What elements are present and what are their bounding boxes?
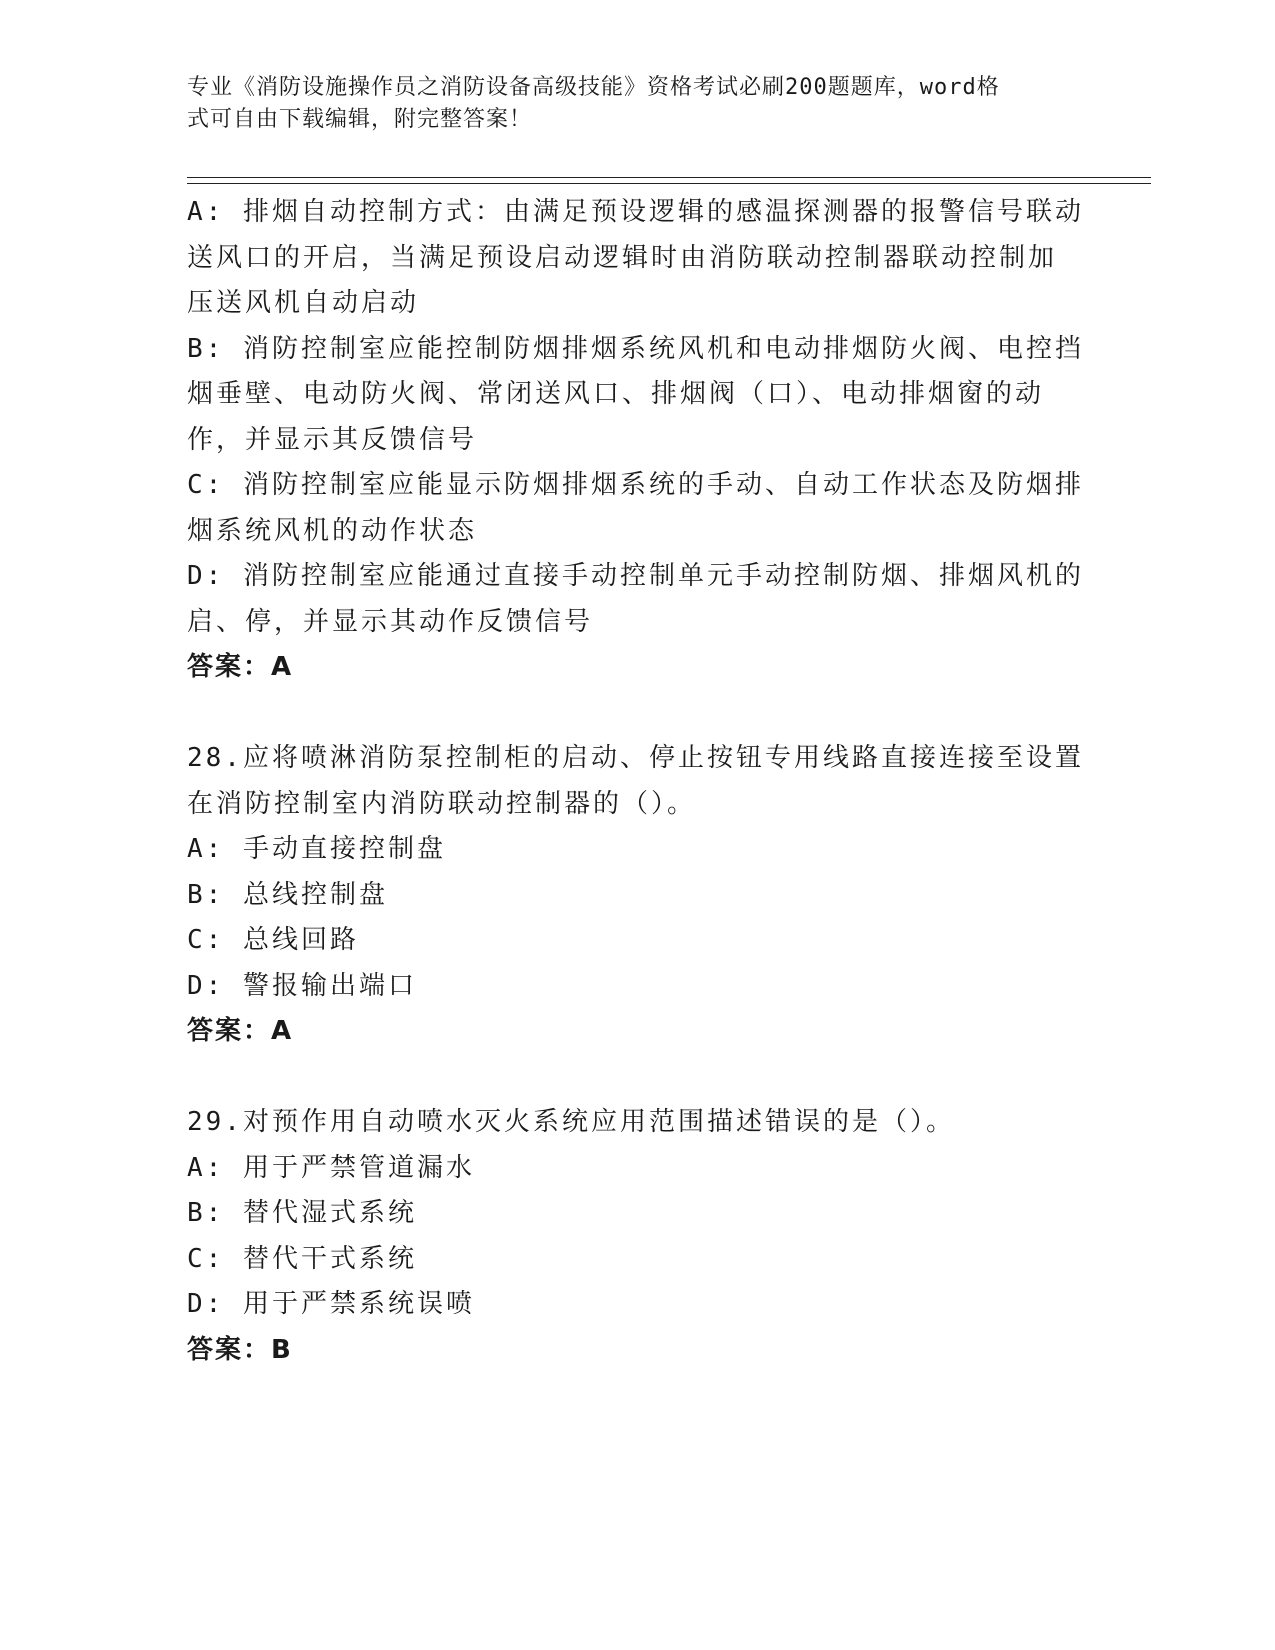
option-b: B: 总线控制盘 <box>187 879 388 910</box>
question-list <box>187 190 1087 1373</box>
question-28 <box>187 736 1087 1055</box>
option-a: A: 手动直接控制盘 <box>187 834 446 864</box>
answer-label: 答案：B <box>187 1334 293 1365</box>
question-stem: 28.应将喷淋消防泵控制柜的启动、停止按钮专用线路直接连接至设置 在消防控制室内消防联动控制器的（）。 <box>187 743 1084 819</box>
option-a: A: 用于严禁管道漏水 <box>187 1152 475 1183</box>
option-d: D: 警报输出端口 <box>187 970 417 1001</box>
header-divider-bottom <box>187 183 1151 184</box>
option-c: C: 替代干式系统 <box>187 1243 417 1274</box>
option-c: C: 总线回路 <box>187 925 359 955</box>
option-b: B: 替代湿式系统 <box>187 1198 417 1228</box>
question-stem: 29.对预作用自动喷水灭火系统应用范围描述错误的是（）。 <box>187 1107 955 1137</box>
question-29 <box>187 1100 1087 1373</box>
spacer <box>187 1055 1087 1101</box>
answer-label: 答案：A <box>187 1016 294 1046</box>
document-header <box>187 72 1067 136</box>
header-line-1: 专业《消防设施操作员之消防设备高级技能》资格考试必刷200题题库，word格 <box>187 75 1000 100</box>
header-line-2: 式可自由下载编辑，附完整答案！ <box>187 107 533 132</box>
header-divider-top <box>187 177 1151 178</box>
option-d: D: 消防控制室应能通过直接手动控制单元手动控制防烟、排烟风机的 启、停，并显示其动作反馈信号 <box>187 561 1084 637</box>
option-d: D: 用于严禁系统误喷 <box>187 1289 475 1319</box>
spacer <box>187 691 1087 737</box>
question-27 <box>187 190 1087 691</box>
option-a: A: 排烟自动控制方式：由满足预设逻辑的感温探测器的报警信号联动 送风口的开启，当满足预设启动逻辑时由消防联动控制器联动控制加 压送风机自动启动 <box>187 197 1084 318</box>
option-b: B: 消防控制室应能控制防烟排烟系统风机和电动排烟防火阀、电控挡 烟垂壁、电动防火阀、常闭送风口、排烟阀（口）、电动排烟窗的动 作，并显示其反馈信号 <box>187 333 1084 455</box>
option-c: C: 消防控制室应能显示防烟排烟系统的手动、自动工作状态及防烟排 烟系统风机的动作状态 <box>187 470 1084 546</box>
answer-label: 答案：A <box>187 652 294 682</box>
